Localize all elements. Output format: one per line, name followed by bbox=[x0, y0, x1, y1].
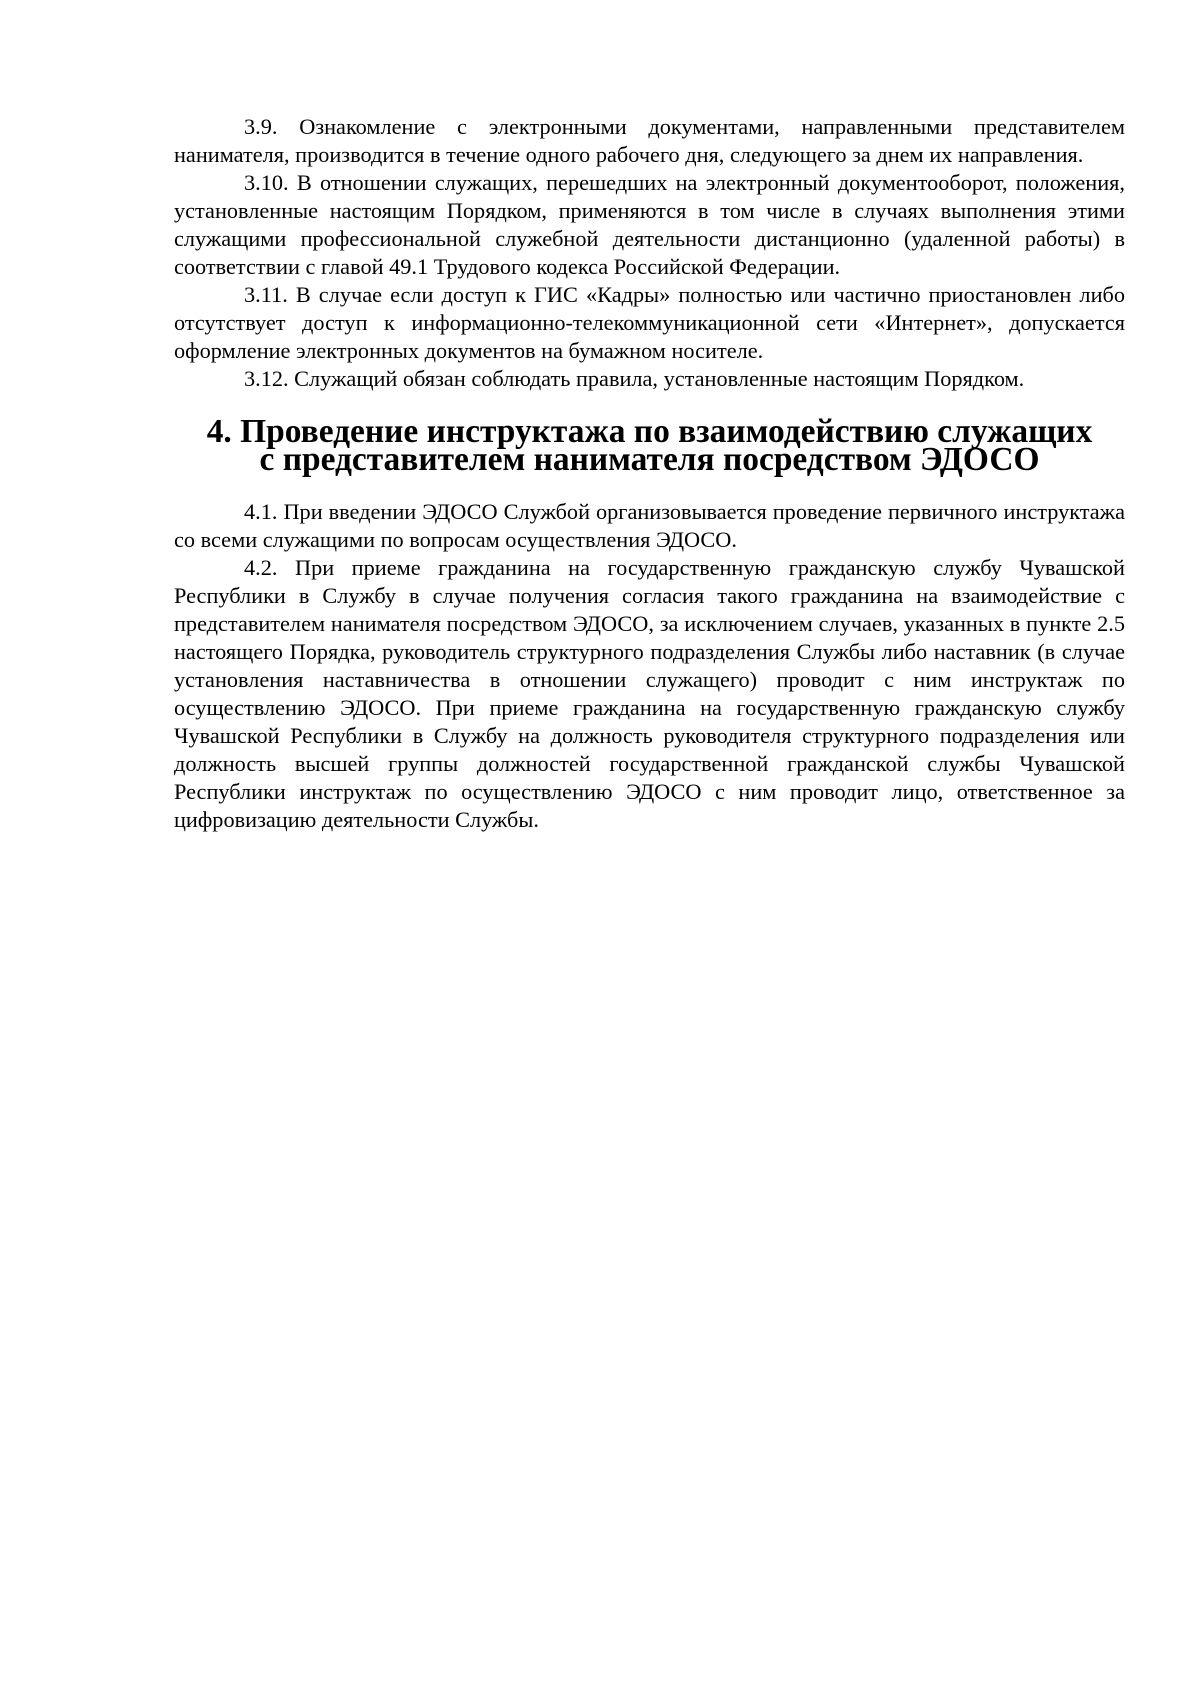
paragraph-4-2: 4.2. При приеме гражданина на государственную гражданскую службу Чувашской Республики в Службу в случае получения согласия такого гражданина на взаимодействие с представителем нанимателя посредством ЭДОСО, за исключением случаев, указанных в пункте 2.5 настоящего Порядка, руководитель структурного подразделения Службы либо наставник (в случае установления наставничества в отношении служащего) проводит с ним инструктаж по осуществлению ЭДОСО. При приеме гражданина на государственную гражданскую службу Чувашской Республики в Службу на должность руководителя структурного подразделения или должность высшей группы должностей государственной гражданской службы Чувашской Республики инструктаж по осуществлению ЭДОСО с ним проводит лицо, ответственное за цифровизацию деятельности Службы. bbox=[174, 555, 1125, 832]
paragraph-3-11: 3.11. В случае если доступ к ГИС «Кадры» полностью или частично приостановлен либо отсутствует доступ к информационно-телекоммуникационной сети «Интернет», допускается оформление электронных документов на бумажном носителе. bbox=[174, 282, 1125, 363]
paragraph-3-12: 3.12. Служащий обязан соблюдать правила, установленные настоящим Порядком. bbox=[244, 366, 1025, 391]
paragraph-3-9: 3.9. Ознакомление с электронными документами, направленными представителем нанимателя, производится в течение одного рабочего дня, следующего за днем их направления. bbox=[174, 114, 1125, 167]
paragraph-4-1: 4.1. При введении ЭДОСО Службой организовывается проведение первичного инструктажа со всеми служащими по вопросам осуществления ЭДОСО. bbox=[174, 499, 1125, 552]
section-4-heading bbox=[174, 413, 1125, 478]
paragraph-3-10: 3.10. В отношении служащих, перешедших на электронный документооборот, положения, установленные настоящим Порядком, применяются в том числе в случаях выполнения этими служащими профессиональной служебной деятельности дистанционно (удаленной работы) в соответствии с главой 49.1 Трудового кодекса Российской Федерации. bbox=[174, 170, 1125, 279]
section-4-heading-line-2: с представителем нанимателя посредством ЭДОСО bbox=[259, 441, 1040, 478]
section-4-heading-line-1: 4. Проведение инструктажа по взаимодействию служащих bbox=[206, 413, 1093, 450]
document-body bbox=[174, 113, 1125, 834]
